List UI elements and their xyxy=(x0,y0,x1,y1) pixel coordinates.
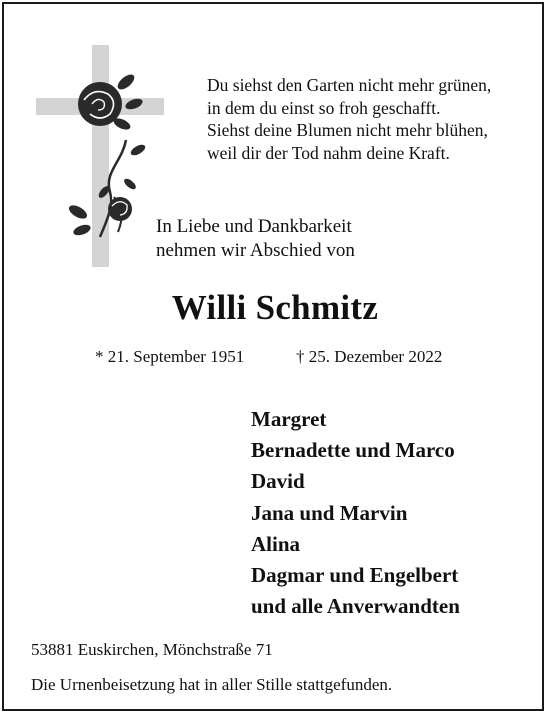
poem-line: weil dir der Tod nahm deine Kraft. xyxy=(207,142,450,163)
poem-line: Siehst deine Blumen nicht mehr blühen, xyxy=(207,120,488,141)
deceased-name: Willi Schmitz xyxy=(171,288,379,327)
intro-line: nehmen wir Abschied von xyxy=(156,239,355,261)
mourner-entry: Jana und Marvin xyxy=(251,500,408,525)
mourners-list xyxy=(251,404,460,622)
mourner-entry: Dagmar und Engelbert xyxy=(251,563,459,588)
mourner-entry: Margret xyxy=(251,407,327,431)
intro-line: In Liebe und Dankbarkeit xyxy=(156,216,352,237)
birth-date: * 21. September 1951 xyxy=(95,347,245,366)
mourner-entry: Bernadette und Marco xyxy=(251,438,455,463)
family-address: 53881 Euskirchen, Mönchstraße 71 xyxy=(31,640,273,659)
mourner-entry: David xyxy=(251,469,305,494)
mourner-entry: und alle Anverwandten xyxy=(251,594,460,619)
memorial-poem xyxy=(207,74,537,164)
poem-line: in dem du einst so froh geschafft. xyxy=(207,97,441,118)
burial-note: Die Urnenbeisetzung hat in aller Stille stattgefunden. xyxy=(31,675,393,694)
death-date: † 25. Dezember 2022 xyxy=(296,347,443,366)
farewell-intro xyxy=(156,215,355,262)
poem-line: Du siehst den Garten nicht mehr grünen, xyxy=(207,75,492,95)
cross-with-roses-icon xyxy=(34,42,166,270)
mourner-entry: Alina xyxy=(251,531,301,556)
